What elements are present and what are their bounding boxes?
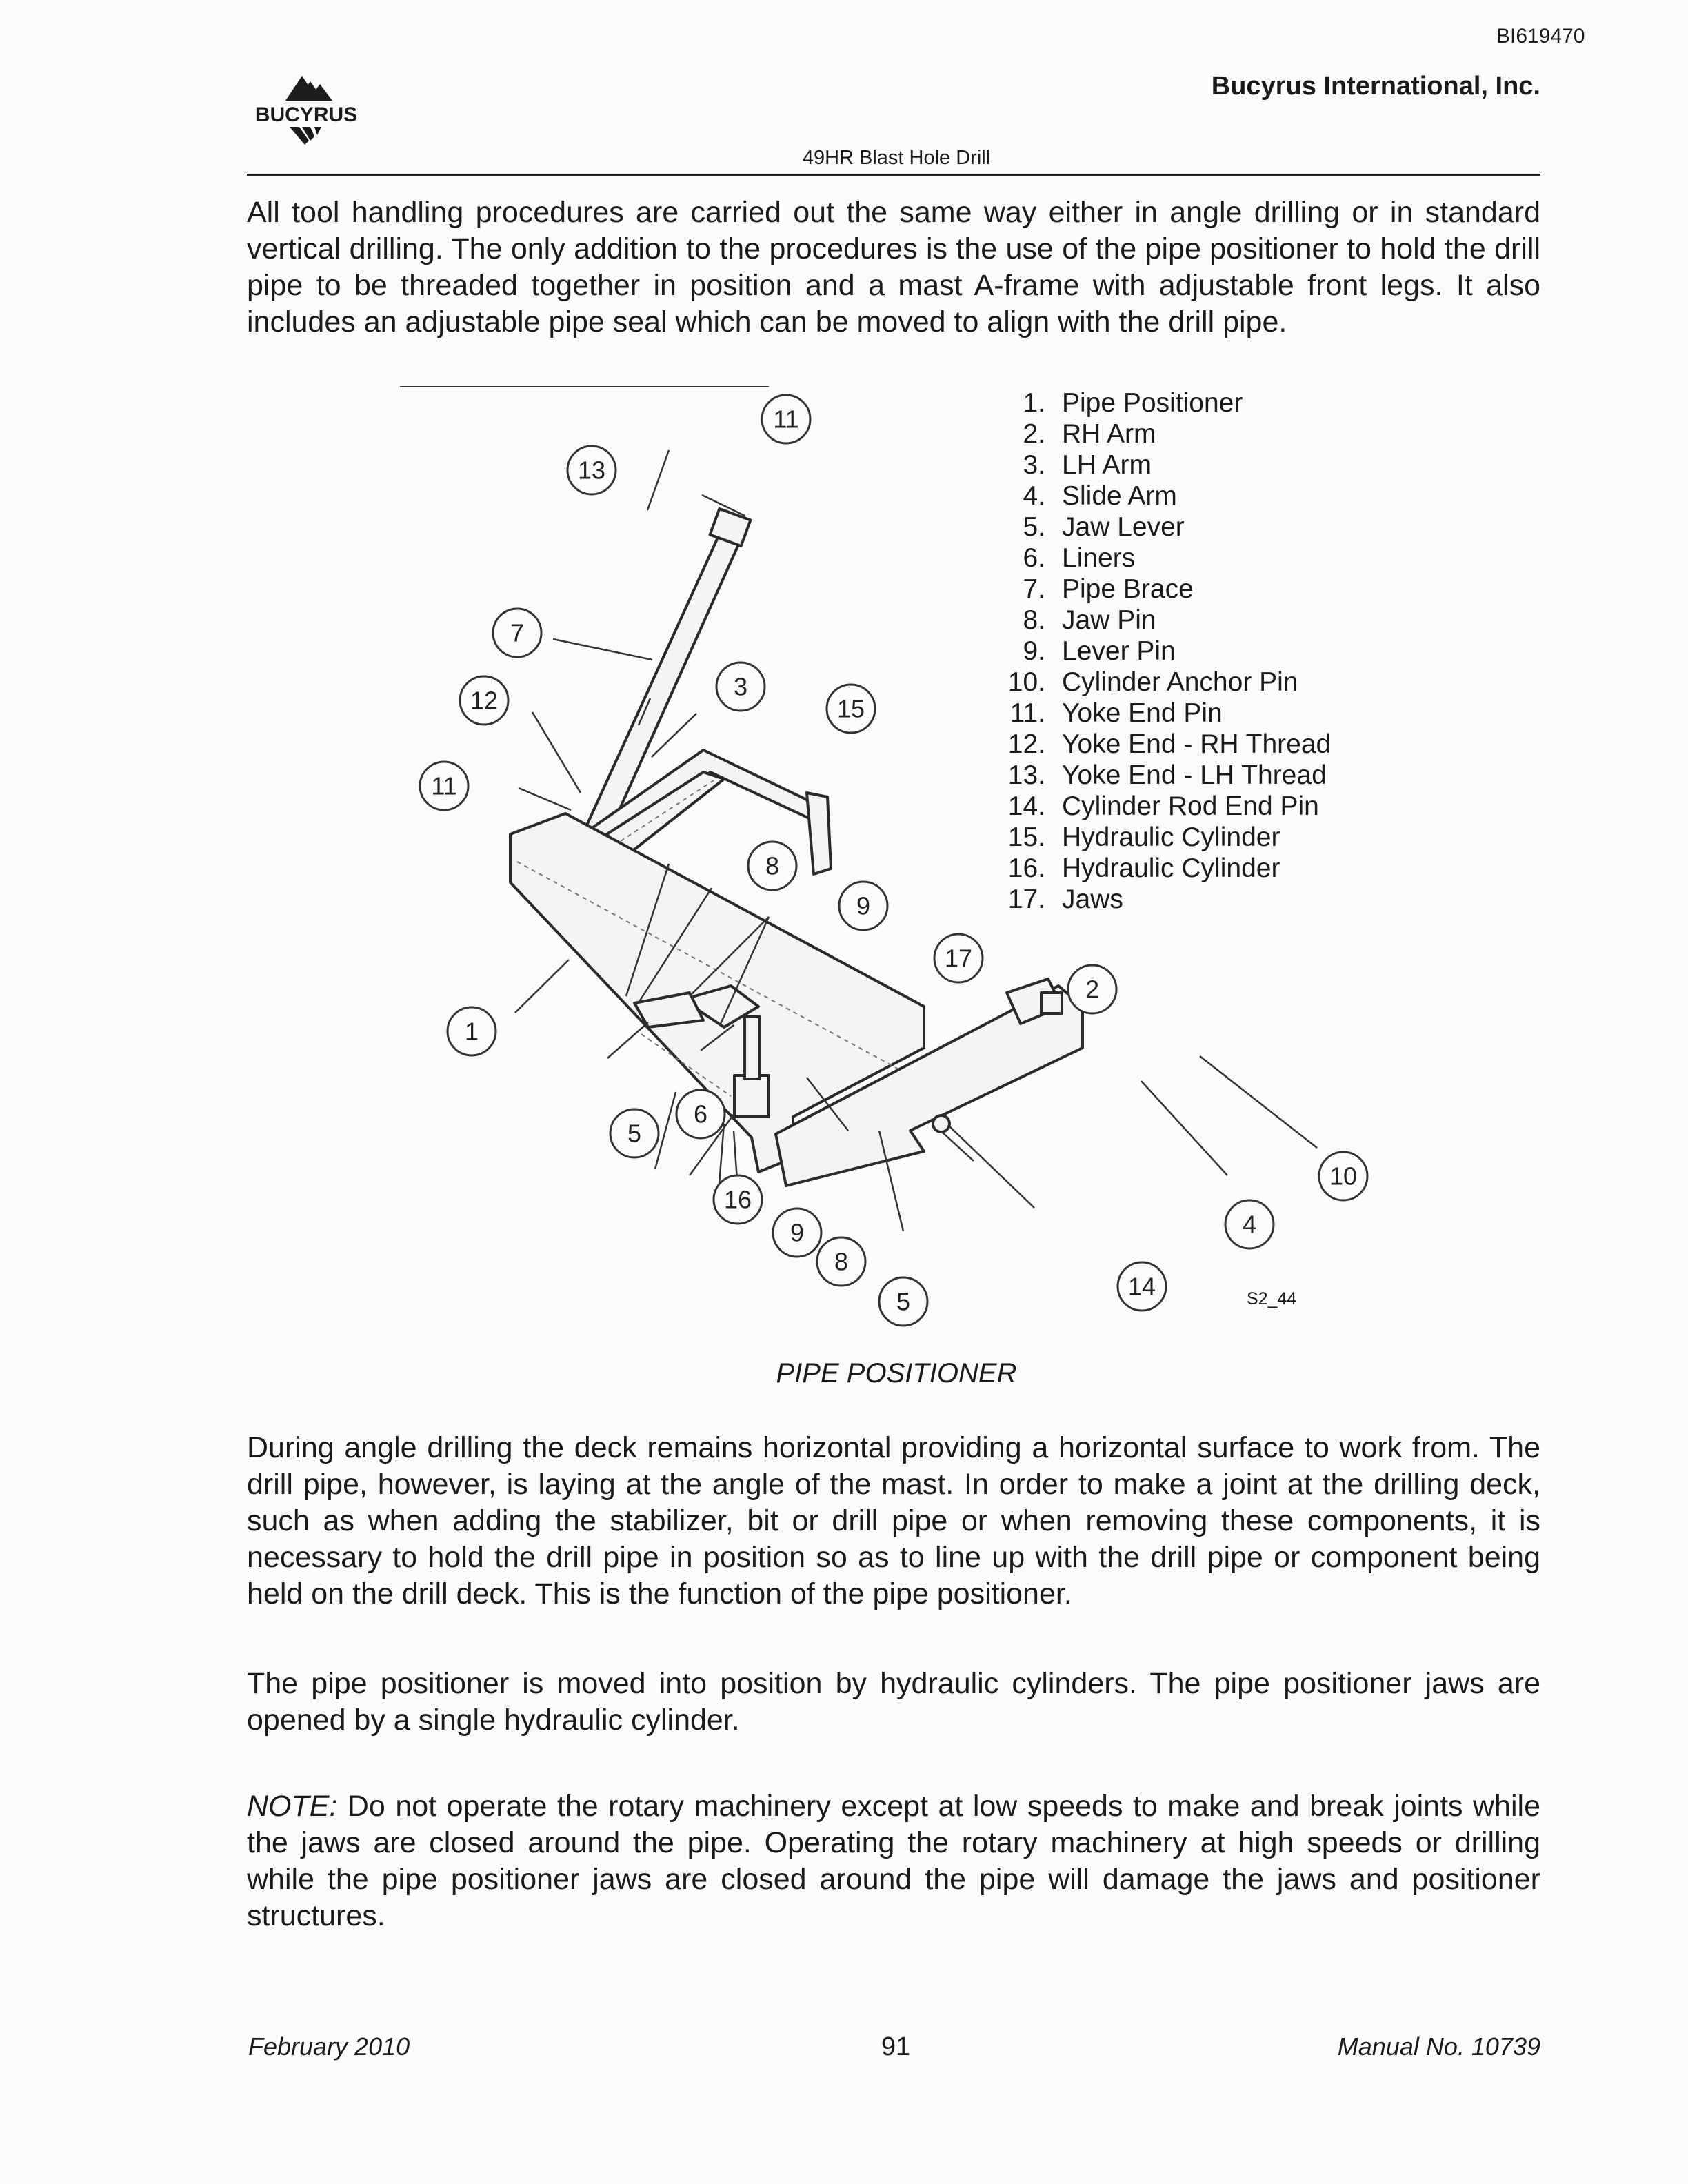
svg-text:10: 10: [1329, 1162, 1358, 1191]
figure-code: S2_44: [1247, 1289, 1297, 1308]
logo-wordmark: BUCYRUS: [254, 103, 358, 126]
legend-item: [1000, 853, 1386, 884]
legend-label: LH Arm: [1062, 450, 1152, 480]
footer-date: February 2010: [248, 2032, 410, 2061]
svg-text:8: 8: [765, 851, 780, 880]
legend-item: [1000, 481, 1386, 512]
svg-text:3: 3: [733, 672, 748, 701]
legend-number: 10.: [1007, 667, 1045, 697]
angle-drilling-paragraph: During angle drilling the deck remains horizontal providing a horizontal surface to work from. The drill pipe, however, is laying at the angle of the mast. In order to make a joint at the drilling deck, such as when adding the stabilizer, bit or drill pipe or when removing these components, it is necessary to hold the drill pipe in position so as to line up with the drill pipe or component being held on the drill deck. This is the function of the pipe positioner.: [247, 1431, 1540, 1610]
legend-label: Cylinder Rod End Pin: [1062, 791, 1319, 821]
callout-11-top: [762, 395, 810, 443]
page-number: 91: [881, 2032, 911, 2061]
callout-12: [460, 676, 508, 725]
jaw-post-shape: [745, 1017, 760, 1079]
legend-item: [1000, 387, 1386, 418]
svg-text:2: 2: [1085, 975, 1100, 1004]
callout-1: [448, 1007, 496, 1055]
callout-13: [567, 446, 616, 494]
svg-text:1: 1: [464, 1017, 479, 1046]
intro-paragraph: All tool handling procedures are carried out the same way either in angle drilling or in standard vertical drilling. The only addition to the procedures is the use of the pipe positioner to hold the drill pipe to be threaded together in position and a mast A-frame with adjustable front legs. It also includes an adjustable pipe seal which can be moved to align with the drill pipe.: [247, 196, 1540, 338]
legend-item: [1000, 543, 1386, 574]
callout-10: [1319, 1152, 1367, 1200]
legend-item: [1000, 884, 1386, 915]
legend-item: [1000, 418, 1386, 449]
company-name: Bucyrus International, Inc.: [1211, 72, 1540, 101]
manual-number: Manual No. 10739: [1337, 2032, 1540, 2061]
legend-item: [1000, 574, 1386, 605]
callout-9-lower: [773, 1209, 821, 1257]
hydraulic-cylinders-paragraph: The pipe positioner is moved into position by hydraulic cylinders. The pipe positioner jaws are opened by a single hydraulic cylinder.: [247, 1667, 1540, 1737]
legend-label: Jaw Pin: [1062, 605, 1156, 635]
rod-end-pin-shape: [933, 1115, 950, 1132]
legend-number: 14.: [1007, 791, 1045, 821]
svg-text:16: 16: [723, 1185, 752, 1214]
legend-label: Lever Pin: [1062, 636, 1176, 666]
svg-text:17: 17: [944, 944, 973, 973]
callout-5-left: [610, 1109, 659, 1157]
legend-number: 9.: [1023, 636, 1045, 666]
legend-item: [1000, 729, 1386, 760]
legend-label: Jaw Lever: [1062, 512, 1185, 542]
callout-3: [716, 663, 765, 711]
anchor-bracket-shape: [1041, 993, 1062, 1013]
note-label: NOTE:: [247, 1790, 338, 1823]
legend-label: RH Arm: [1062, 419, 1156, 449]
svg-text:14: 14: [1127, 1272, 1156, 1301]
callout-17: [934, 934, 983, 982]
svg-text:13: 13: [577, 456, 606, 485]
callout-9-upper: [839, 882, 887, 930]
legend-item: [1000, 636, 1386, 667]
note-text: Do not operate the rotary machinery except at low speeds to make and break joints while the jaws are closed around the pipe. Operating the rotary machinery at high speeds or drilling while the pipe positioner jaws are closed around the pipe will damage the jaws and positioner structures.: [247, 1790, 1540, 1932]
svg-text:5: 5: [896, 1287, 911, 1316]
parts-legend: [1000, 387, 1386, 915]
callout-5-lower: [879, 1277, 927, 1326]
legend-number: 7.: [1023, 574, 1045, 604]
callout-4: [1225, 1200, 1274, 1248]
page-subtitle: 49HR Blast Hole Drill: [802, 147, 991, 169]
legend-number: 8.: [1023, 605, 1045, 635]
svg-text:11: 11: [431, 771, 457, 800]
bucyrus-logo: [245, 70, 370, 150]
legend-label: Cylinder Anchor Pin: [1062, 667, 1298, 697]
legend-number: 3.: [1023, 450, 1045, 480]
diagram-drawing: [510, 509, 1083, 1186]
svg-text:12: 12: [470, 686, 499, 715]
document-id: BI619470: [1496, 25, 1585, 48]
callout-15: [827, 685, 875, 733]
legend-number: 17.: [1007, 884, 1045, 914]
legend-label: Yoke End - LH Thread: [1062, 760, 1327, 790]
svg-text:5: 5: [627, 1119, 642, 1148]
svg-text:15: 15: [836, 694, 865, 723]
legend-number: 2.: [1023, 419, 1045, 449]
legend-number: 15.: [1007, 822, 1045, 852]
legend-label: Slide Arm: [1062, 481, 1177, 511]
callout-11-left: [420, 762, 468, 810]
jaw-block-shape: [734, 1075, 769, 1117]
legend-label: Jaws: [1062, 884, 1123, 914]
legend-item: [1000, 605, 1386, 636]
svg-text:4: 4: [1242, 1210, 1257, 1239]
legend-label: Yoke End - RH Thread: [1062, 729, 1332, 759]
legend-label: Pipe Brace: [1062, 574, 1194, 604]
svg-text:9: 9: [856, 891, 871, 920]
legend-item: [1000, 667, 1386, 698]
legend-label: Hydraulic Cylinder: [1062, 853, 1280, 883]
svg-text:7: 7: [510, 618, 525, 647]
legend-number: 1.: [1023, 388, 1045, 418]
svg-text:9: 9: [790, 1218, 805, 1247]
legend-item: [1000, 512, 1386, 543]
legend-item: [1000, 760, 1386, 791]
legend-number: 13.: [1007, 760, 1045, 790]
legend-label: Pipe Positioner: [1062, 388, 1243, 418]
legend-label: Liners: [1062, 543, 1136, 573]
legend-number: 6.: [1023, 543, 1045, 573]
figure-caption: PIPE POSITIONER: [776, 1358, 1017, 1388]
callout-8-lower: [817, 1237, 865, 1286]
legend-item: [1000, 698, 1386, 729]
note-paragraph: [247, 1788, 1540, 1934]
legend-number: 16.: [1007, 853, 1045, 883]
header-rule: [247, 174, 1540, 176]
callout-2: [1068, 965, 1116, 1013]
legend-number: 12.: [1007, 729, 1045, 759]
callout-14: [1118, 1262, 1166, 1311]
legend-number: 5.: [1023, 512, 1045, 542]
callout-7: [493, 609, 541, 657]
callout-6: [676, 1090, 725, 1138]
legend-item: [1000, 449, 1386, 481]
callout-16: [714, 1175, 762, 1224]
legend-number: 11.: [1009, 698, 1045, 728]
lh-arm-bracket: [807, 793, 831, 874]
svg-text:8: 8: [834, 1247, 849, 1276]
svg-text:6: 6: [693, 1100, 708, 1129]
svg-text:11: 11: [773, 405, 799, 434]
legend-label: Yoke End Pin: [1062, 698, 1223, 728]
legend-number: 4.: [1023, 481, 1045, 511]
legend-item: [1000, 791, 1386, 822]
callout-8-upper: [748, 842, 796, 890]
legend-item: [1000, 822, 1386, 853]
legend-label: Hydraulic Cylinder: [1062, 822, 1280, 852]
